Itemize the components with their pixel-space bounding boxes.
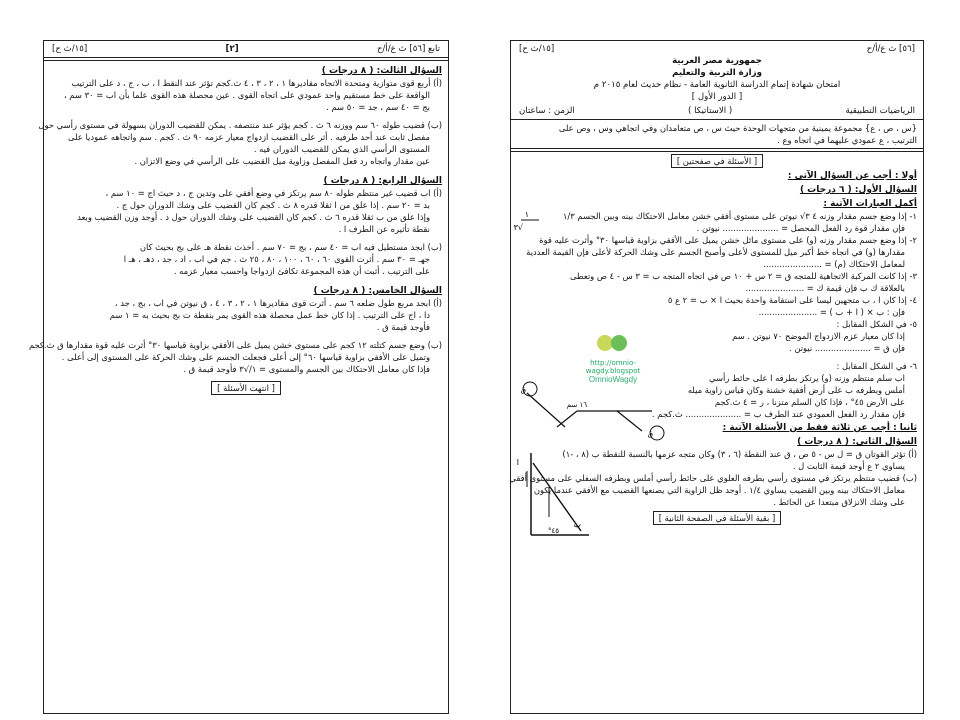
end-of-questions	[44, 381, 448, 395]
q4-b-line: (ب) ابجد مستطيل فيه اب = ٤٠ سم ، بج = ٧٠ سم . أخذت نقطة هـ على بج بحيث كان	[139, 242, 442, 252]
item-line: لمعامل الاحتكاك (م) = ......................	[763, 259, 905, 269]
watermark-name: OmnioWagdy	[588, 375, 638, 384]
subject-row	[511, 103, 923, 117]
questions-note: [ الأسئلة في صفحتين ]	[671, 154, 763, 168]
q5-b-line: فإذا كان معامل الاحتكاك بين الجسم والمستوى = ١/√٣ فأوجد قيمة ق .	[183, 364, 430, 374]
q4-title: السؤال الرابع: ( ٨ درجات )	[323, 176, 442, 186]
page1-code: [٥٦] ث ع/أ/ح	[866, 44, 915, 54]
q5-a-line: دا ، اج على الترتيب . إذا كان خط عمل محصلة هذه القوى يمر بنقطة ت بج بحيث به = ١ سم	[109, 310, 430, 320]
watermark-logo	[573, 331, 653, 384]
subject: الرياضيات التطبيقية	[845, 106, 915, 116]
continue-note: [ بقية الأسئلة في الصفحة الثانية ]	[653, 511, 782, 525]
q3-a-line: (أ) أربع قوى متوازية ومتحدة الاتجاه مقاديرها ١ ، ٢ ، ٣ ، ٤ ث.كجم تؤثر عند النقط ا ، ب ، ج ، د على الترتيب	[71, 78, 442, 88]
intro-line: الترتيب ، ع عمودي عليهما في اتجاه وع .	[777, 135, 917, 145]
q5-a-line: (أ) ابجد مربع طول ضلعه ٦ سم . أثرت قوى مقاديرها ١ ، ٢ ، ٣ ، ٤ ، ق نيوتن في اب ، بج ، جد ،	[114, 298, 442, 308]
q3-b-line: المستوى الرأسي الذي يمكن للقضيب الدوران فيه .	[253, 144, 430, 154]
intro-line: {س ، ص ، ع} مجموعة يمينية من متجهات الوحدة حيث س ، ص متعامدان وفي اتجاهي وس ، وص على	[558, 123, 917, 133]
angle-label: ٤٥°	[547, 527, 559, 535]
distance-label: ١٦ سم	[566, 401, 587, 409]
page2-header	[44, 41, 448, 55]
q3-a-line: بج = ٤٠ سم ، جد = ٥٠ سم .	[326, 102, 430, 112]
exam-round: [ الدور الأول ]	[691, 92, 743, 102]
fraction-one-third	[513, 207, 543, 233]
q5-a-line: فأوجد قيمة ق .	[376, 322, 430, 332]
exam-time: الزمن : ساعتان	[519, 106, 575, 116]
exam-page-1	[510, 40, 924, 714]
item-line: ٤- إذا كان ا ، ب متجهين ليسا على استقامة واحدة بحيث ا × ب = ٢ ع ٥	[667, 295, 917, 305]
q4-b-line: جهـ = ٣٠ سم . أثرت القوى ٦٠ ، ٦٠ ، ١٠٠ ، ٨٠ ، ٢٥ ث . جم في اب ، اد ، جد ، دهـ ، هـ ا	[123, 254, 430, 264]
q3-title: السؤال الثالث: ( ٨ درجات )	[321, 66, 442, 76]
q2-line: (أ) تؤثر القوتان ق = ل س - ٥ ص ، ق عند النقطة (٦ ، ٣) وكان متجه عزمها بالنسبة للنقطة ب (٨ ، -١)	[562, 449, 917, 459]
q5-b-line: وتميل على الأفقي بزاوية قياسها ٦٠° إلى أعلى فجعلت الجسم على وشك الحركة على المستوى إلى أعلى .	[61, 352, 430, 362]
q3-b-line: عين مقدار واتجاه رد فعل المفصل وزاوية ميل القضيب على الرأسي في وضع الاتزان .	[134, 156, 430, 166]
force-label-top: ق	[520, 386, 526, 394]
page1-header	[511, 41, 923, 55]
couple-diagram	[517, 381, 667, 441]
ladder-bottom-label: ب	[573, 520, 581, 529]
logo-icon	[593, 331, 633, 355]
q3-b-line: (ب) قضيب طوله ٦٠ سم ووزنه ٦ ث . كجم يؤثر عند منتصفه . يمكن للقضيب الدوران بسهولة في مستوى رأسي حول	[38, 120, 442, 130]
questions-note-row	[511, 154, 923, 168]
q4-b-line: على الترتيب . أثبت أن هذه المجموعة تكافئ ازدواجا واحسب معيار عزمه .	[173, 266, 430, 276]
force-label-bottom: ق	[647, 430, 653, 438]
item-line: ١- إذا وضع جسم مقدار وزنه ٤ ٣√ نيوتن على مستوى أفقي خشن معامل الاحتكاك بينه وبين الجسم ١/٣	[562, 211, 917, 221]
item-line: ٥- في الشكل المقابل :	[836, 319, 917, 329]
item-line: على الأرض ٤٥° ، فإذا كان السلم متزنا ، ر = ٤ ث.كجم	[714, 397, 905, 407]
divider	[44, 57, 448, 61]
end-note: [ انتهت الأسئلة ]	[211, 381, 281, 395]
item-line: أملس وبطرفه ب على أرض أفقية خشنة وكان قياس زاوية ميله	[687, 385, 905, 395]
divider	[511, 119, 923, 120]
q2-line: على وشك الانزلاق مبتعدا عن الحائط .	[773, 497, 905, 507]
q2-line: (ب) قضيب منتظم يرتكز في مستوى رأسي بطرفه العلوي على حائط رأسي أملس وبطرفه السفلي على مستوى أفقي	[509, 473, 917, 483]
page2-code: تابع [٥٦] ث ع/أ/ح	[376, 44, 440, 54]
branch: ( الاستاتيكا )	[688, 106, 733, 116]
ministry-line: جمهورية مصر العربية	[672, 56, 762, 66]
divider	[511, 148, 923, 152]
item-line: ٣- إذا كانت المركبة الاتجاهية للمتجه ق = ٢ س + ١٠ ص في اتجاه المتجه ب = ٣ س - ٤ ص وتعطى	[569, 271, 917, 281]
item-line: مقدارها (و) في اتجاه خط أكبر ميل للمستوى لأعلى وأصبح الجسم على وشك الحركة لأعلى فإن القيمة العددية	[526, 247, 905, 257]
q5-title: السؤال الخامس: ( ٨ درجات )	[313, 286, 442, 296]
q4-a-line: نقطة تأثيره عن الطرف ا .	[338, 224, 430, 234]
item-line: فإن مقدار قوة رد الفعل المحصل = ..................... نيوتن .	[696, 223, 905, 233]
exam-page-2	[28, 40, 449, 714]
page2-marker: [١٥/ث ح]	[52, 44, 88, 54]
item-line: اب سلم منتظم وزنه (و) يرتكز بطرفه ا على حائط رأسي	[709, 373, 905, 383]
item-line: إذا كان معيار عزم الازدواج الموضح ٧٠ نيوتن . سم	[732, 331, 905, 341]
q4-a-line: (أ) اب قضيب غير منتظم طوله ٨٠ سم يرتكز في وضع أفقي على وتدين ج ، د حيث اج = ١٠ سم ،	[105, 188, 442, 198]
watermark-url: http://omnio-wagdy.blogspot	[585, 359, 641, 375]
q3-b-line: مفصل ثابت عند أحد طرفيه . أثر على القضيب ازدواج معيار عزمه ٩٠ ث . كجم . سم واتجاهه عموديا على	[68, 132, 430, 142]
q5-b-line: (ب) وضع جسم كتلته ١٢ كجم على مستوى خشن يميل على الأفقي بزاوية قياسها ٣٠° أثرت عليه قوة مقدارها ق ث.كجم	[28, 340, 442, 350]
item-line: فإن ق = ..................... نيوتن .	[789, 343, 905, 353]
q4-a-line: بد = ٢٠ سم . إذا علق من ا ثقلا قدره ٨ ث . كجم كان القضيب على وشك الدوران حول ج .	[116, 200, 430, 210]
q2-line: معامل الاحتكاك بينه وبين القضيب يساوي ١/٤ . أوجد ظل الزاوية التي يصنعها القضيب مع الأفقي عندما يكون	[533, 485, 905, 495]
ministry-line: وزارة التربية والتعليم	[672, 68, 762, 78]
part2-title: ثانيا : أجب عن ثلاثة فقط من الأسئلة الآتية :	[722, 423, 917, 433]
exam-title: امتحان شهادة إتمام الدراسة الثانوية العامة - نظام حديث لعام ٢٠١٥ م	[593, 80, 841, 90]
part1-title: أولا : أجب عن السؤال الآتي :	[787, 171, 917, 181]
complete-title: أكمل العبارات الآتية :	[823, 199, 917, 209]
item-line: ٦- في الشكل المقابل :	[836, 361, 917, 371]
ladder-top-label: ا	[516, 458, 519, 467]
q2-line: يساوي ٢ ع أوجد قيمة الثابت ل .	[792, 461, 905, 471]
q2-title: السؤال الثاني: ( ٨ درجات )	[797, 437, 917, 447]
item-line: بالعلاقة ك ب فإن قيمة ك = ......................	[745, 283, 905, 293]
q4-a-line: وإذا علق من ب ثقلا قدره ٦ ث . كجم كان القضيب على وشك الدوران حول د . أوجد وزن القضيب وبعد	[77, 212, 430, 222]
page1-marker: [١٥/ث ح]	[519, 44, 555, 54]
item-line: فإن مقدار رد الفعل العمودي عند الطرف ب = ..................... ث.كجم .	[651, 409, 905, 419]
svg-text:١: ١	[524, 210, 529, 219]
ladder-diagram	[516, 451, 591, 541]
item-line: فإن : ب × ( ا + ب ) = ......................	[758, 307, 905, 317]
svg-text:√٣: √٣	[513, 223, 523, 232]
page2-number: [٢]	[225, 44, 239, 54]
q1-title: السؤال الأول: ( ٦ درجات )	[799, 185, 917, 195]
q3-a-line: الواقعة على خط مستقيم واحد عمودي على اتجاه القوى . عين محصلة هذه القوى علما بأن اب = ٣٠ سم ،	[63, 90, 430, 100]
item-line: ٢- إذا وضع جسم مقدار وزنه (و) على مستوى مائل خشن يميل على الأفقي بزاوية قياسها ٣٠° وأثرت عليه قوة	[539, 235, 917, 245]
